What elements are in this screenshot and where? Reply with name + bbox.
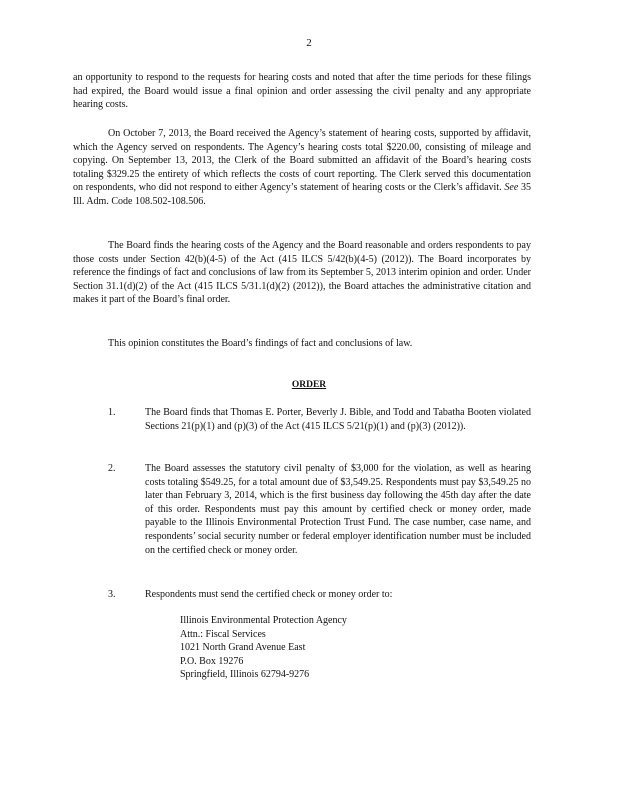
order-item-number: 3. xyxy=(108,589,116,600)
order-item-3 xyxy=(108,588,531,602)
order-item-2 xyxy=(108,462,531,557)
order-item-number: 1. xyxy=(108,407,116,418)
paragraph-opportunity: an opportunity to respond to the requests for hearing costs and noted that after the time periods for these filings had expired, the Board would issue a final opinion and order assessing the civil penalty and any appropriate hearing costs. xyxy=(73,72,531,111)
order-heading-text: ORDER xyxy=(291,380,327,390)
page-number: 2 xyxy=(306,37,312,49)
address-line: 1021 North Grand Avenue East xyxy=(180,642,306,654)
paragraph-hearing-costs xyxy=(73,127,531,209)
order-item-text: The Board assesses the statutory civil penalty of $3,000 for the violation, as well as hearing costs totaling $549.25, for a total amount due of $3,549.25. Respondents must pay $3,549.25 no later than February 3, 2014, which is the first business day following the 45th day after the date of this order. Respondents must pay this amount by certified check or money order, made payable to the Illinois Environmental Protection Trust Fund. The case number, case name, and respondents’ social security number or federal employer identification number must be included on the certified check or money order. xyxy=(145,463,531,556)
paragraph-findings: This opinion constitutes the Board’s findings of fact and conclusions of law. xyxy=(108,338,413,349)
order-item-text: Respondents must send the certified check or money order to: xyxy=(145,589,393,600)
order-item-1 xyxy=(108,406,531,433)
citation-signal: See xyxy=(504,182,519,194)
address-line: Attn.: Fiscal Services xyxy=(180,628,266,640)
order-item-number: 2. xyxy=(108,463,116,474)
address-line: P.O. Box 19276 xyxy=(180,655,244,667)
paragraph-hearing-costs-text: On October 7, 2013, the Board received the Agency’s statement of hearing costs, supported by affidavit, which the Agency served on respondents. The Agency’s hearing costs total $220.00, consisting of mileage and copying. On September 13, 2013, the Clerk of the Board submitted an affidavit of the Board’s hearing costs totaling $329.25 the entirety of which reflects the costs of court reporting. The Clerk served this documentation on respondents, who did not respond to either Agency’s statement of hearing costs or the Clerk’s affidavit. xyxy=(73,128,531,194)
order-item-text: The Board finds that Thomas E. Porter, Beverly J. Bible, and Todd and Tabatha Booten violated Sections 21(p)(1) and (p)(3) of the Act (415 ILCS 5/21(p)(1) and (p)(3) (2012)). xyxy=(145,407,531,432)
address-line: Illinois Environmental Protection Agency xyxy=(180,615,347,626)
paragraph-board-finds: The Board finds the hearing costs of the Agency and the Board reasonable and orders respondents to pay those costs under Section 42(b)(4-5) of the Act (415 ILCS 5/42(b)(4-5) (2012)). The Board incorporates by reference the findings of fact and conclusions of law from its September 5, 2013 interim opinion and order. Under Section 31.1(d)(2) of the Act (415 ILCS 5/31.1(d)(2) (2012)), the Board attaches the administrative citation and makes it part of the Board’s final order. xyxy=(73,240,531,306)
order-heading xyxy=(0,380,618,390)
citation-text: 35 Ill. Adm. Code 108.502-108.506. xyxy=(73,182,532,207)
mailing-address xyxy=(180,614,347,682)
address-line: Springfield, Illinois 62794-9276 xyxy=(180,669,310,681)
